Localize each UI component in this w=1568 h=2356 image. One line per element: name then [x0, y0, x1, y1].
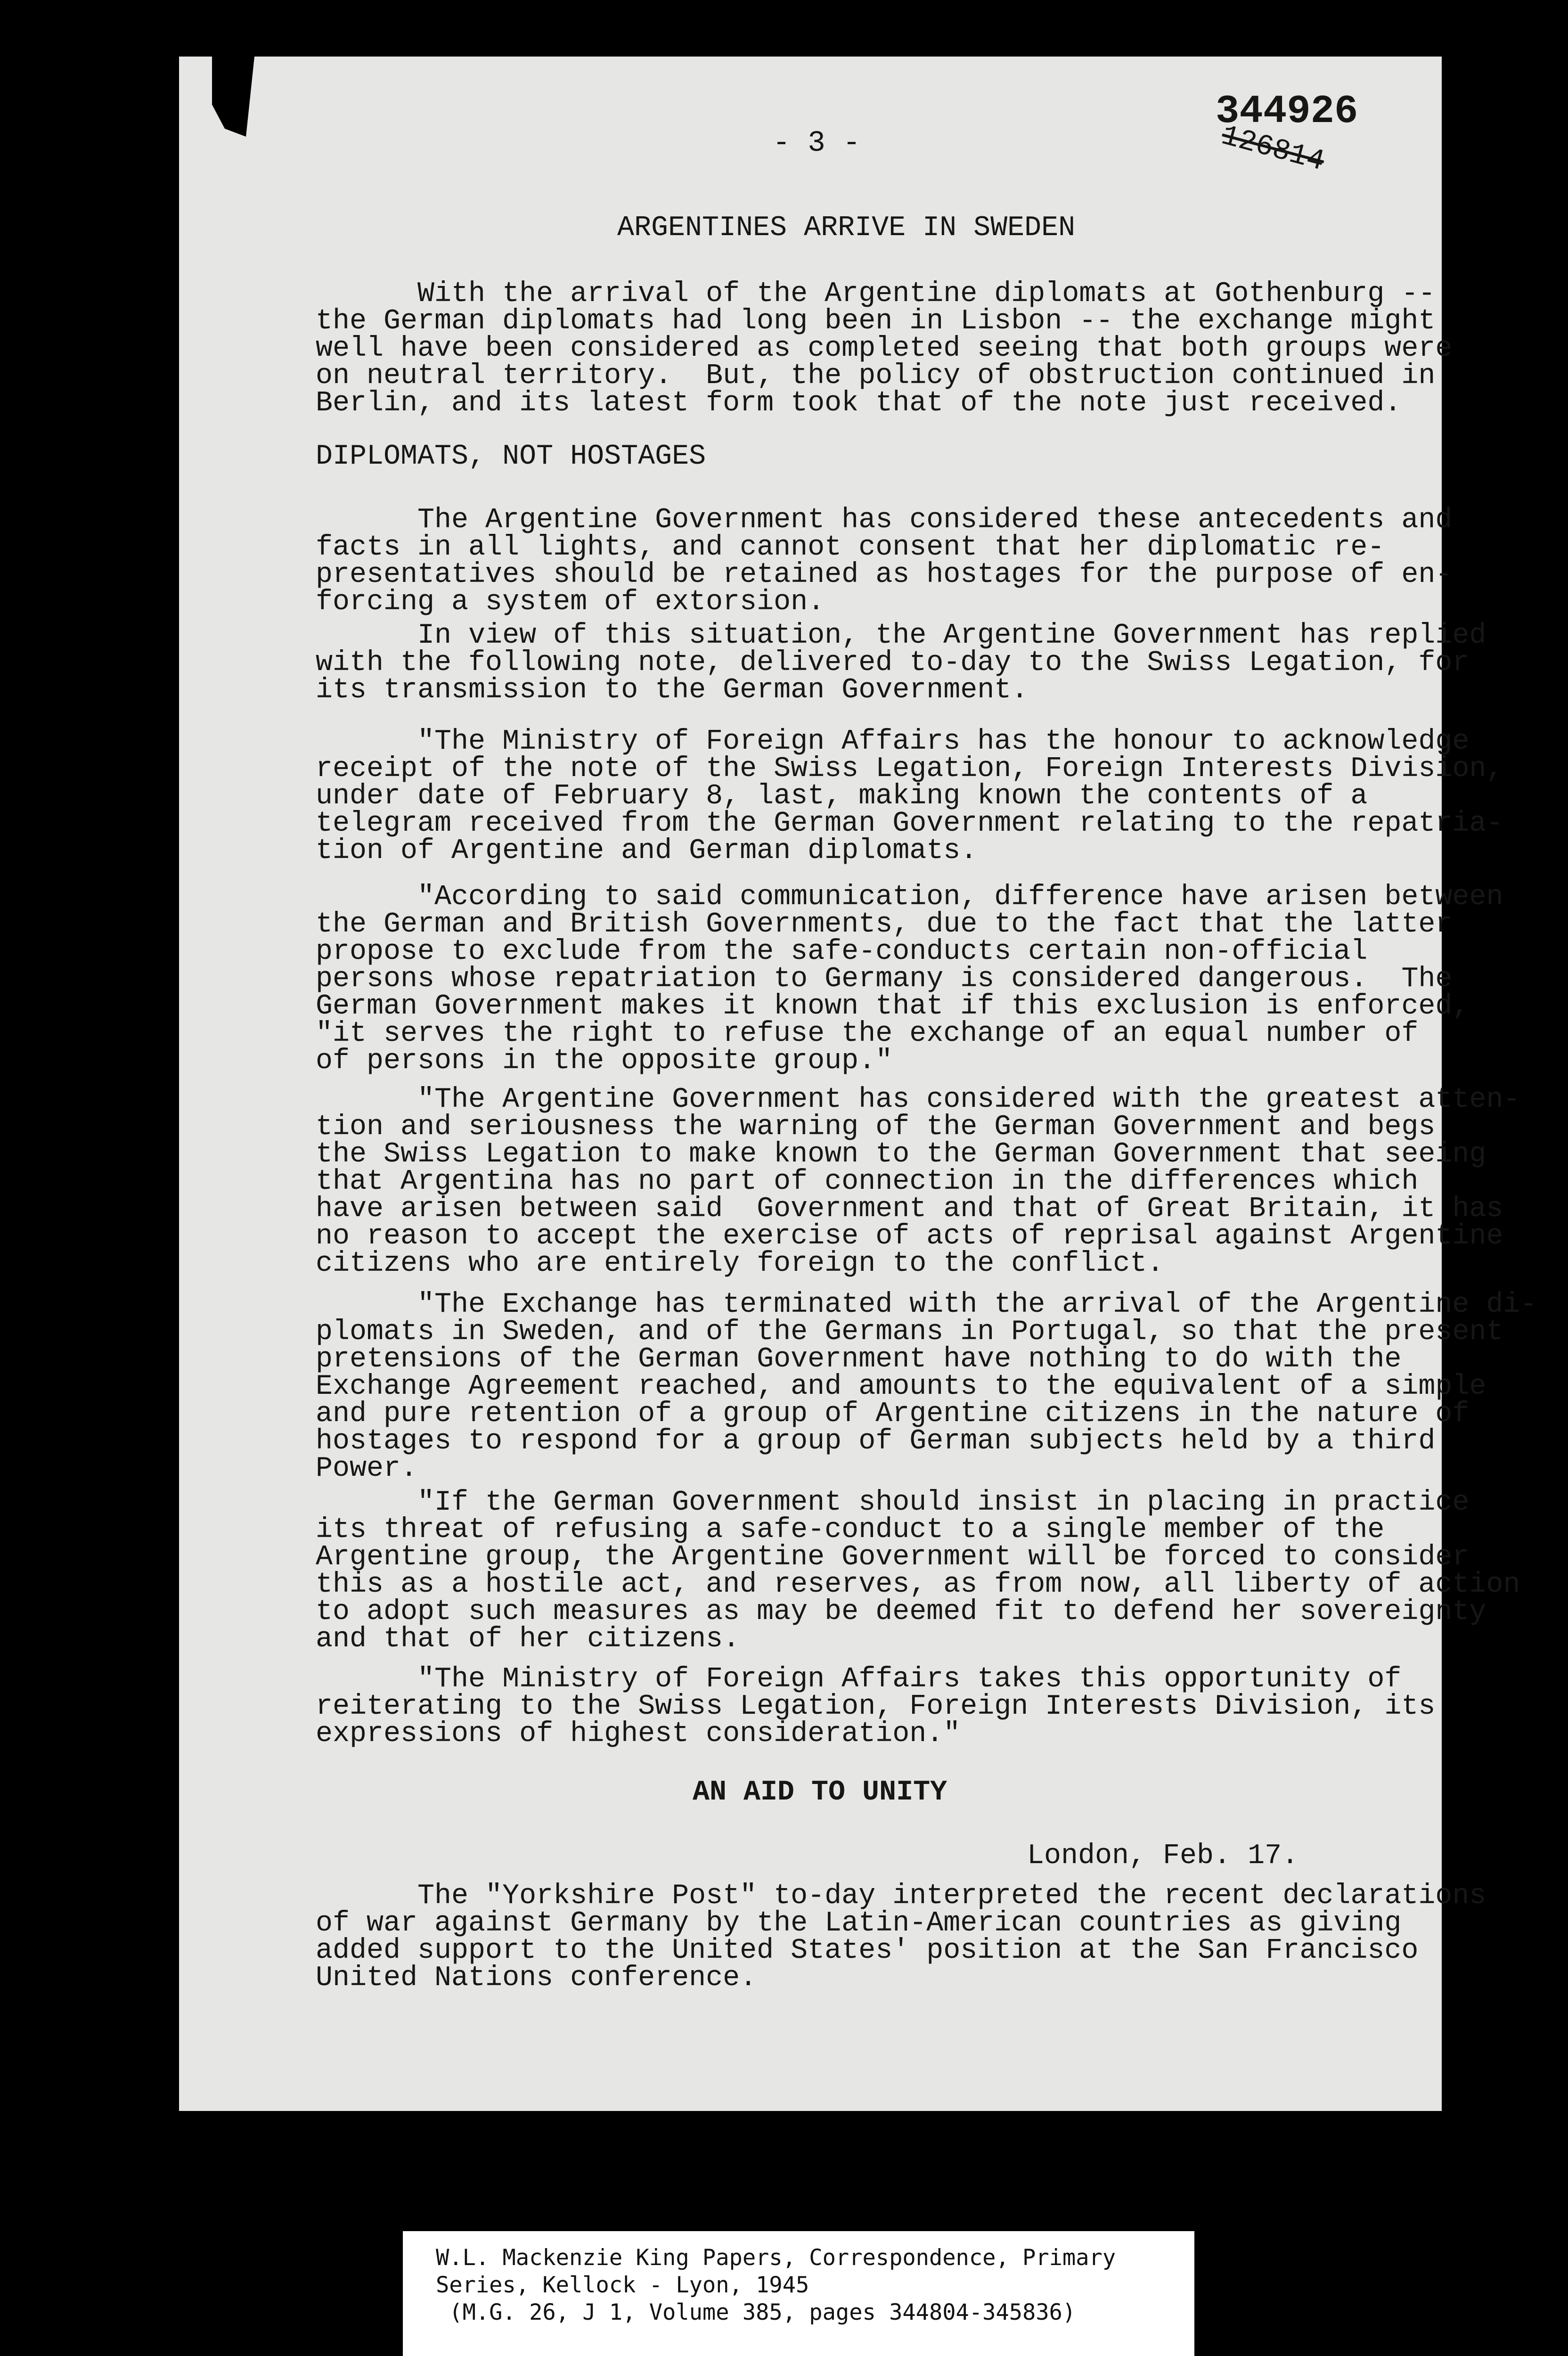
page-title: ARGENTINES ARRIVE IN SWEDEN	[617, 212, 1076, 244]
struck-folio-number: 126814	[1217, 119, 1328, 179]
reference-card	[403, 2231, 1194, 2356]
quoted-paragraph: "The Ministry of Foreign Affairs has the honour to acknowledge receipt of the note of the Swiss Legation, Foreign Interests Division, under date of February 8, last, making known the contents of a telegram received from the German Government relating to the repatria- tion of Argentine and German diplomats.	[316, 726, 1503, 867]
paragraph: The Argentine Government has considered these antecedents and facts in all lights, and cannot consent that her diplomatic re- presentatives should be retained as hostages for the purpose of en- forcing a system of extorsion.	[316, 504, 1453, 618]
reference-line: (M.G. 26, J 1, Volume 385, pages 344804-345836)	[436, 2299, 1076, 2325]
dateline: London, Feb. 17.	[1027, 1840, 1299, 1872]
binding-mark	[212, 57, 254, 137]
quoted-paragraph: "The Argentine Government has considered with the greatest atten- tion and seriousness the warning of the German Government and begs the Swiss Legation to make known to the German Government that seeing that Argentina has no part of connection in the differences which have arisen between said Government and that of Great Britain, it has no reason to accept the exercise of acts of reprisal against Argentine citizens who are entirely foreign to the conflict.	[316, 1084, 1520, 1280]
reference-line: Series, Kellock - Lyon, 1945	[436, 2272, 809, 2298]
paragraph: The "Yorkshire Post" to-day interpreted the recent declarations of war against Germany by the Latin-American countries as giving added support to the United States' position at the San Francisco United Nations conference.	[316, 1880, 1486, 1994]
paragraph: With the arrival of the Argentine diplomats at Gothenburg -- the German diplomats had long been in Lisbon -- the exchange might well have been considered as completed seeing that both groups were on neutral territory. But, the policy of obstruction continued in Berlin, and its latest form took that of the note just received.	[316, 278, 1453, 419]
quoted-paragraph: "If the German Government should insist in placing in practice its threat of refusing a safe-conduct to a single member of the Argentine group, the Argentine Government will be forced to consider this as a hostile act, and reserves, as from now, all liberty of action to adopt such measures as may be deemed fit to defend her sovereignty and that of her citizens.	[316, 1487, 1520, 1655]
folio-number: 344926	[1216, 90, 1358, 134]
typescript-page	[179, 57, 1537, 2111]
quoted-paragraph: "According to said communication, difference have arisen between the German and British Governments, due to the fact that the latter propose to exclude from the safe-conducts certain non-official persons whose repatriation to Germany is considered dangerous. The German Government makes it known that if this exclusion is enforced, "it serves the right to refuse the exchange of an equal number of of persons in the opposite group."	[316, 881, 1503, 1077]
section-heading: DIPLOMATS, NOT HOSTAGES	[316, 441, 706, 473]
quoted-paragraph: "The Ministry of Foreign Affairs takes this opportunity of reiterating to the Swiss Legation, Foreign Interests Division, its expressions of highest consideration."	[316, 1663, 1436, 1750]
page-number: - 3 -	[773, 126, 861, 160]
quoted-paragraph: "The Exchange has terminated with the arrival of the Argentine di- plomats in Sweden, and of the Germans in Portugal, so that the present pretensions of the German Government have nothing to do with the Exchange Agreement reached, and amounts to the equivalent of a simple and pure retention of a group of Argentine citizens in the nature of hostages to respond for a group of German subjects held by a third Power.	[316, 1289, 1537, 1485]
reference-line: W.L. Mackenzie King Papers, Correspondence, Primary	[436, 2245, 1116, 2271]
paragraph: In view of this situation, the Argentine Government has replied with the following note, delivered to-day to the Swiss Legation, for its transmission to the German Government.	[316, 620, 1486, 706]
section-heading: AN AID TO UNITY	[693, 1776, 947, 1808]
